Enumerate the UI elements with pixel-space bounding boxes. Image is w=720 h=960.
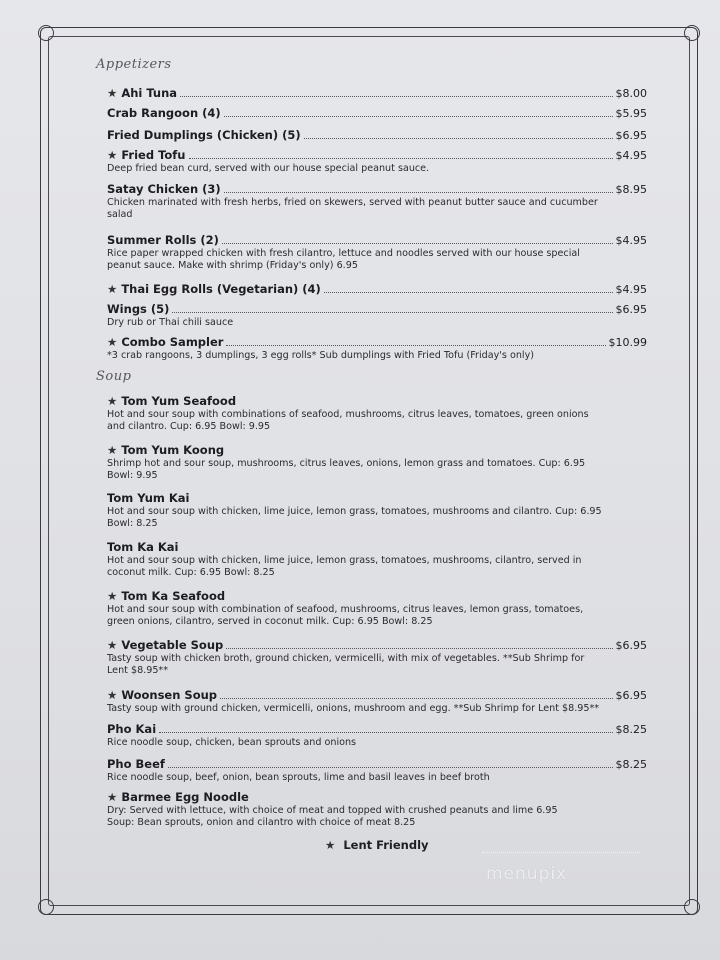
menu-item — [107, 540, 647, 579]
menu-item-description: Rice noodle soup, beef, onion, bean sprouts, lime and basil leaves in beef broth — [107, 772, 490, 783]
menu-item-line — [107, 688, 647, 703]
menu-item-description: Lent $8.95** — [107, 665, 169, 677]
menu-item-line — [107, 86, 647, 101]
menu-item — [107, 335, 647, 362]
star-icon: ★ — [107, 688, 118, 702]
menu-item-name: Wings (5) — [107, 302, 170, 316]
menu-item-price: $6.95 — [615, 303, 647, 316]
menu-item-price: $6.95 — [615, 639, 647, 652]
menu-item-name: Fried Dumplings (Chicken) (5) — [107, 128, 301, 142]
menu-item-line — [107, 491, 647, 506]
menu-item-description: coconut milk. Cup: 6.95 Bowl: 8.25 — [107, 567, 275, 579]
star-icon: ★ — [107, 282, 118, 296]
menu-item-name: Fried Tofu — [121, 148, 186, 162]
menu-item-name: Woonsen Soup — [121, 688, 218, 702]
menu-item-line — [107, 722, 647, 737]
menu-item-name: Crab Rangoon (4) — [107, 106, 221, 120]
menu-item — [107, 128, 647, 143]
menu-item — [107, 106, 647, 121]
menu-item-price: $6.95 — [615, 129, 647, 142]
menu-item-description: peanut sauce. Make with shrimp (Friday's only) 6.95 — [107, 260, 358, 272]
menu-item-line — [107, 443, 647, 458]
menu-item-price: $4.95 — [615, 234, 647, 247]
menu-item-name: Pho Beef — [107, 757, 165, 771]
menu-item — [107, 722, 647, 749]
dot-leader — [159, 722, 612, 733]
menu-item-name: Summer Rolls (2) — [107, 233, 219, 247]
menu-item — [107, 148, 647, 175]
star-icon: ★ — [107, 638, 118, 652]
star-icon: ★ — [107, 443, 118, 457]
menu-item-line — [107, 282, 647, 297]
section-heading-appetizers: Appetizers — [96, 57, 172, 72]
dot-leader — [189, 148, 613, 159]
menu-item-description: Shrimp hot and sour soup, mushrooms, citrus leaves, onions, lemon grass and tomatoes. Cup: 6.95 — [107, 458, 586, 469]
menu-item-line — [107, 757, 647, 772]
menu-item-description: Bowl: 9.95 — [107, 470, 158, 482]
menu-item-line — [107, 790, 647, 805]
menu-item — [107, 589, 647, 628]
menu-item-line — [107, 638, 647, 653]
lent-friendly-legend — [325, 838, 429, 852]
menu-item-description: Bowl: 8.25 — [107, 518, 158, 530]
menu-item — [107, 688, 647, 715]
menu-item-price: $4.95 — [615, 149, 647, 162]
menu-item-description: Hot and sour soup with combinations of seafood, mushrooms, citrus leaves, tomatoes, green onions — [107, 409, 589, 420]
menu-item-name: Ahi Tuna — [121, 86, 178, 100]
menu-item-price: $6.95 — [615, 689, 647, 702]
dot-leader — [180, 86, 612, 97]
star-icon: ★ — [107, 790, 118, 804]
menu-item-description: Dry: Served with lettuce, with choice of meat and topped with crushed peanuts and lime 6.95 — [107, 805, 558, 816]
menu-item-price: $4.95 — [615, 283, 647, 296]
menu-item — [107, 394, 647, 433]
menu-item-price: $8.25 — [615, 758, 647, 771]
watermark-logo: menupix — [486, 864, 568, 884]
menu-item-description: Tasty soup with chicken broth, ground chicken, vermicelli, with mix of vegetables. **Sub Shrimp for — [107, 653, 585, 664]
menu-item-price: $10.99 — [608, 336, 647, 349]
menu-item-line — [107, 148, 647, 163]
menu-item-line — [107, 182, 647, 197]
dot-leader — [220, 688, 612, 699]
menu-item — [107, 638, 647, 677]
menu-item-price: $8.00 — [615, 87, 647, 100]
section-heading-soup: Soup — [96, 369, 132, 384]
menu-item-name: Barmee Egg Noodle — [121, 790, 249, 804]
menu-item-description: salad — [107, 209, 133, 221]
menu-item-name: Tom Yum Seafood — [121, 394, 237, 408]
menu-item-line — [107, 128, 647, 143]
menu-item — [107, 182, 647, 221]
menu-item-name: Tom Yum Koong — [121, 443, 225, 457]
menu-item-price: $8.95 — [615, 183, 647, 196]
menu-item — [107, 86, 647, 101]
menu-item-price: $5.95 — [615, 107, 647, 120]
dot-leader — [172, 302, 612, 313]
star-icon: ★ — [107, 148, 118, 162]
watermark-rule — [482, 852, 640, 853]
menu-item-description: Deep fried bean curd, served with our house special peanut sauce. — [107, 163, 430, 174]
menu-item — [107, 790, 647, 829]
menu-item — [107, 233, 647, 272]
menu-item-line — [107, 335, 647, 350]
menu-item-description: Hot and sour soup with chicken, lime juice, lemon grass, tomatoes, mushrooms and cilantro. Cup: 6.95 — [107, 506, 602, 517]
menu-item-description: *3 crab rangoons, 3 dumplings, 3 egg rolls* Sub dumplings with Fried Tofu (Friday's only) — [107, 350, 535, 361]
dot-leader — [304, 128, 613, 139]
menu-item-description: green onions, cilantro, served in coconut milk. Cup: 6.95 Bowl: 8.25 — [107, 616, 433, 628]
star-icon: ★ — [107, 394, 118, 408]
menu-item-line — [107, 302, 647, 317]
menu-item — [107, 491, 647, 530]
legend-label: Lent Friendly — [343, 838, 429, 852]
menu-item — [107, 302, 647, 329]
menu-item-name: Tom Yum Kai — [107, 491, 190, 505]
menu-item — [107, 282, 647, 297]
menu-item-description: Chicken marinated with fresh herbs, fried on skewers, served with peanut butter sauce and cucumber — [107, 197, 598, 208]
menu-item-description: Rice paper wrapped chicken with fresh cilantro, lettuce and noodles served with our house special — [107, 248, 580, 259]
menu-item-description: Dry rub or Thai chili sauce — [107, 317, 234, 328]
menu-item-price: $8.25 — [615, 723, 647, 736]
menu-item-name: Thai Egg Rolls (Vegetarian) (4) — [121, 282, 321, 296]
star-icon: ★ — [107, 589, 118, 603]
dot-leader — [324, 282, 613, 293]
menu-item-line — [107, 589, 647, 604]
menu-item-name: Pho Kai — [107, 722, 157, 736]
menu-item-line — [107, 540, 647, 555]
menu-item-name: Vegetable Soup — [121, 638, 224, 652]
dot-leader — [224, 106, 613, 117]
dot-leader — [224, 182, 613, 193]
menu-item-name: Tom Ka Kai — [107, 540, 179, 554]
menu-item-name: Satay Chicken (3) — [107, 182, 221, 196]
menu-item-description: Hot and sour soup with combination of seafood, mushrooms, citrus leaves, lemon grass, tomatoes, — [107, 604, 584, 615]
menu-item-description: Soup: Bean sprouts, onion and cilantro with choice of meat 8.25 — [107, 817, 416, 829]
menu-item — [107, 443, 647, 482]
menu-item-description: and cilantro. Cup: 6.95 Bowl: 9.95 — [107, 421, 271, 433]
menu-item-line — [107, 394, 647, 409]
dot-leader — [168, 757, 613, 768]
menu-item — [107, 757, 647, 784]
dot-leader — [226, 638, 612, 649]
menu-item-name: Tom Ka Seafood — [121, 589, 226, 603]
dot-leader — [226, 335, 605, 346]
menu-item-description: Rice noodle soup, chicken, bean sprouts and onions — [107, 737, 357, 748]
star-icon: ★ — [107, 86, 118, 100]
menu-item-description: Tasty soup with ground chicken, vermicelli, onions, mushroom and egg. **Sub Shrimp for Lent $8.95** — [107, 703, 600, 714]
dot-leader — [222, 233, 613, 244]
star-icon: ★ — [325, 838, 336, 852]
menu-item-description: Hot and sour soup with chicken, lime juice, lemon grass, tomatoes, mushrooms, cilantro, served in — [107, 555, 582, 566]
menu-item-name: Combo Sampler — [121, 335, 224, 349]
star-icon: ★ — [107, 335, 118, 349]
menu-item-line — [107, 233, 647, 248]
menu-item-line — [107, 106, 647, 121]
